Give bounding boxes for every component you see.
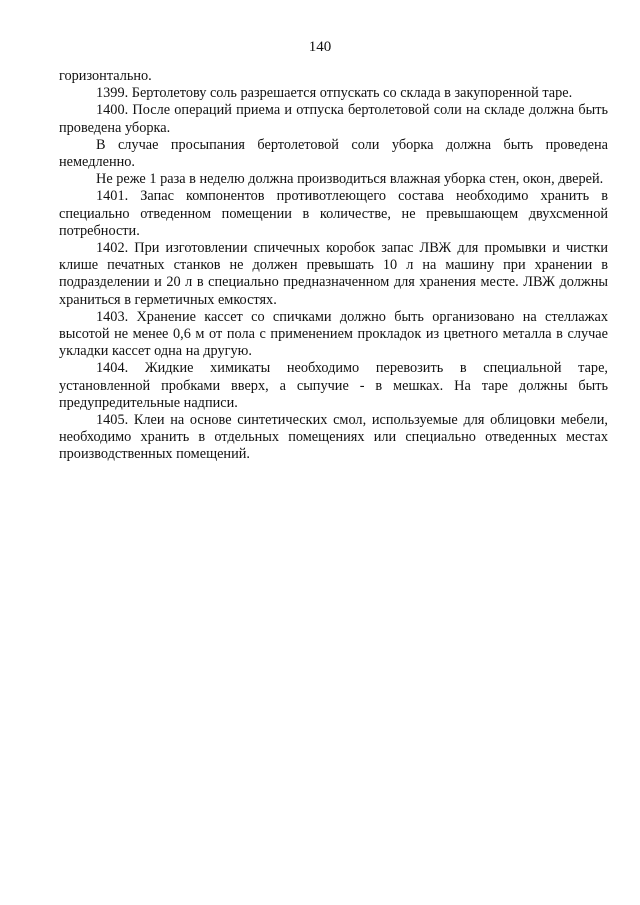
paragraph-1400: 1400. После операций приема и отпуска бертолетовой соли на складе должна быть проведена уборка. bbox=[59, 102, 608, 136]
paragraph-1403: 1403. Хранение кассет со спичками должно быть организовано на стеллажах высотой не менее 0,6 м от пола с применением прокладок из цветного металла в случае укладки кассет одна на другую. bbox=[59, 308, 608, 360]
paragraph-1404: 1404. Жидкие химикаты необходимо перевозить в специальной таре, установленной пробками вверх, а сыпучие - в мешках. На таре должны быть предупредительные надписи. bbox=[59, 360, 608, 411]
paragraph-1399: 1399. Бертолетову соль разрешается отпускать со склада в закупоренной таре. bbox=[96, 85, 573, 102]
paragraph-1400-spill: В случае просыпания бертолетовой соли уборка должна быть проведена немедленно. bbox=[59, 136, 608, 171]
paragraph-1401: 1401. Запас компонентов противотлеющего состава необходимо хранить в специально отведенном помещении в количестве, не превышающем двухсменной потребности. bbox=[59, 188, 608, 239]
document-body bbox=[59, 68, 608, 464]
paragraph-continuation: горизонтально. bbox=[59, 68, 152, 84]
paragraph-1400-weekly: Не реже 1 раза в неделю должна производиться влажная уборка стен, окон, дверей. bbox=[96, 171, 604, 188]
paragraph-1402: 1402. При изготовлении спичечных коробок запас ЛВЖ для промывки и чистки клише печатных станков не должен превышать 10 л на машину при хранении в подразделении и 20 л в специально предназначенном для хранения месте. ЛВЖ должны храниться в герметичных емкостях. bbox=[59, 240, 608, 308]
page-number: 140 bbox=[308, 39, 332, 55]
paragraph-1405: 1405. Клеи на основе синтетических смол, используемые для облицовки мебели, необходимо хранить в отдельных помещениях или специально отведенных местах производственных помещений. bbox=[59, 412, 608, 463]
